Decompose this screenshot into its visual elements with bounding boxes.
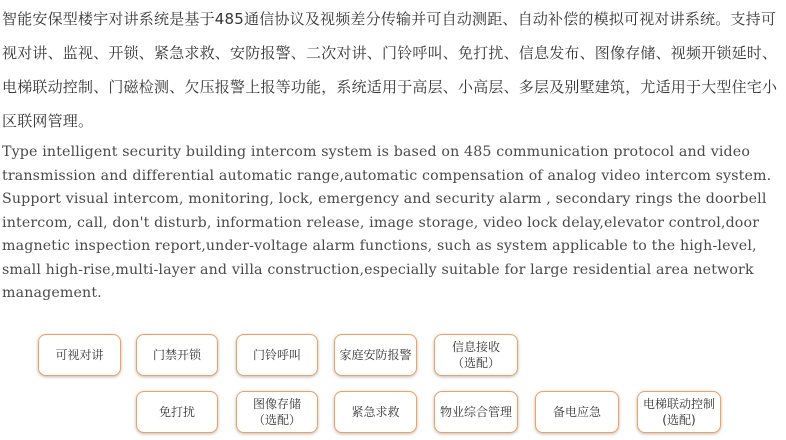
feature-emergency-help <box>334 391 417 433</box>
feature-property-management <box>434 391 518 433</box>
feature-backup-power <box>535 391 619 433</box>
feature-label: 电梯联动控制 (选配) <box>642 397 715 427</box>
feature-label: 图像存储 （选配） <box>252 397 301 427</box>
feature-information-receive <box>434 334 518 376</box>
feature-do-not-disturb <box>136 391 218 433</box>
feature-home-security-alarm <box>334 334 417 376</box>
feature-label: 免打扰 <box>158 405 195 419</box>
feature-label: 家庭安防报警 <box>339 348 412 362</box>
feature-label: 门铃呼叫 <box>252 348 301 362</box>
feature-image-storage <box>236 391 318 433</box>
feature-label: 备电应急 <box>552 405 601 419</box>
feature-elevator-linkage <box>637 391 721 433</box>
feature-label: 信息接收 （选配） <box>451 340 500 370</box>
feature-label: 可视对讲 <box>55 348 104 362</box>
feature-label: 门禁开锁 <box>152 348 201 362</box>
feature-label: 物业综合管理 <box>439 405 512 419</box>
feature-label: 紧急求救 <box>351 405 400 419</box>
feature-door-access-unlock <box>136 334 218 376</box>
feature-doorbell-call <box>236 334 318 376</box>
chinese-description: 智能安保型楼宇对讲系统是基于485通信协议及视频差分传输并可自动测距、自动补偿的模拟可视对讲系统。支持可视对讲、监视、开锁、紧急求救、安防报警、二次对讲、门铃呼叫、免打扰、信息发布、图像存储、视频开锁延时、电梯联动控制、门磁检测、欠压报警上报等功能，系统适用于高层、小高层、多层及别墅建筑，尤适用于大型住宅小区联网管理。 <box>2 10 778 130</box>
english-description: Type intelligent security building intercom system is based on 485 communication protocol and video transmission and differential automatic range,automatic compensation of analog video intercom system. Support visual intercom, monitoring, lock, emergency and security alarm , secondary rings the doorbell intercom, call, don't disturb, information release, image storage, video lock delay,elevator control,door magnetic inspection report,under-voltage alarm functions, such as system applicable to the high-level, small high-rise,multi-layer and villa construction,especially suitable for large residential area network management. <box>2 144 772 301</box>
feature-video-intercom <box>38 334 121 376</box>
